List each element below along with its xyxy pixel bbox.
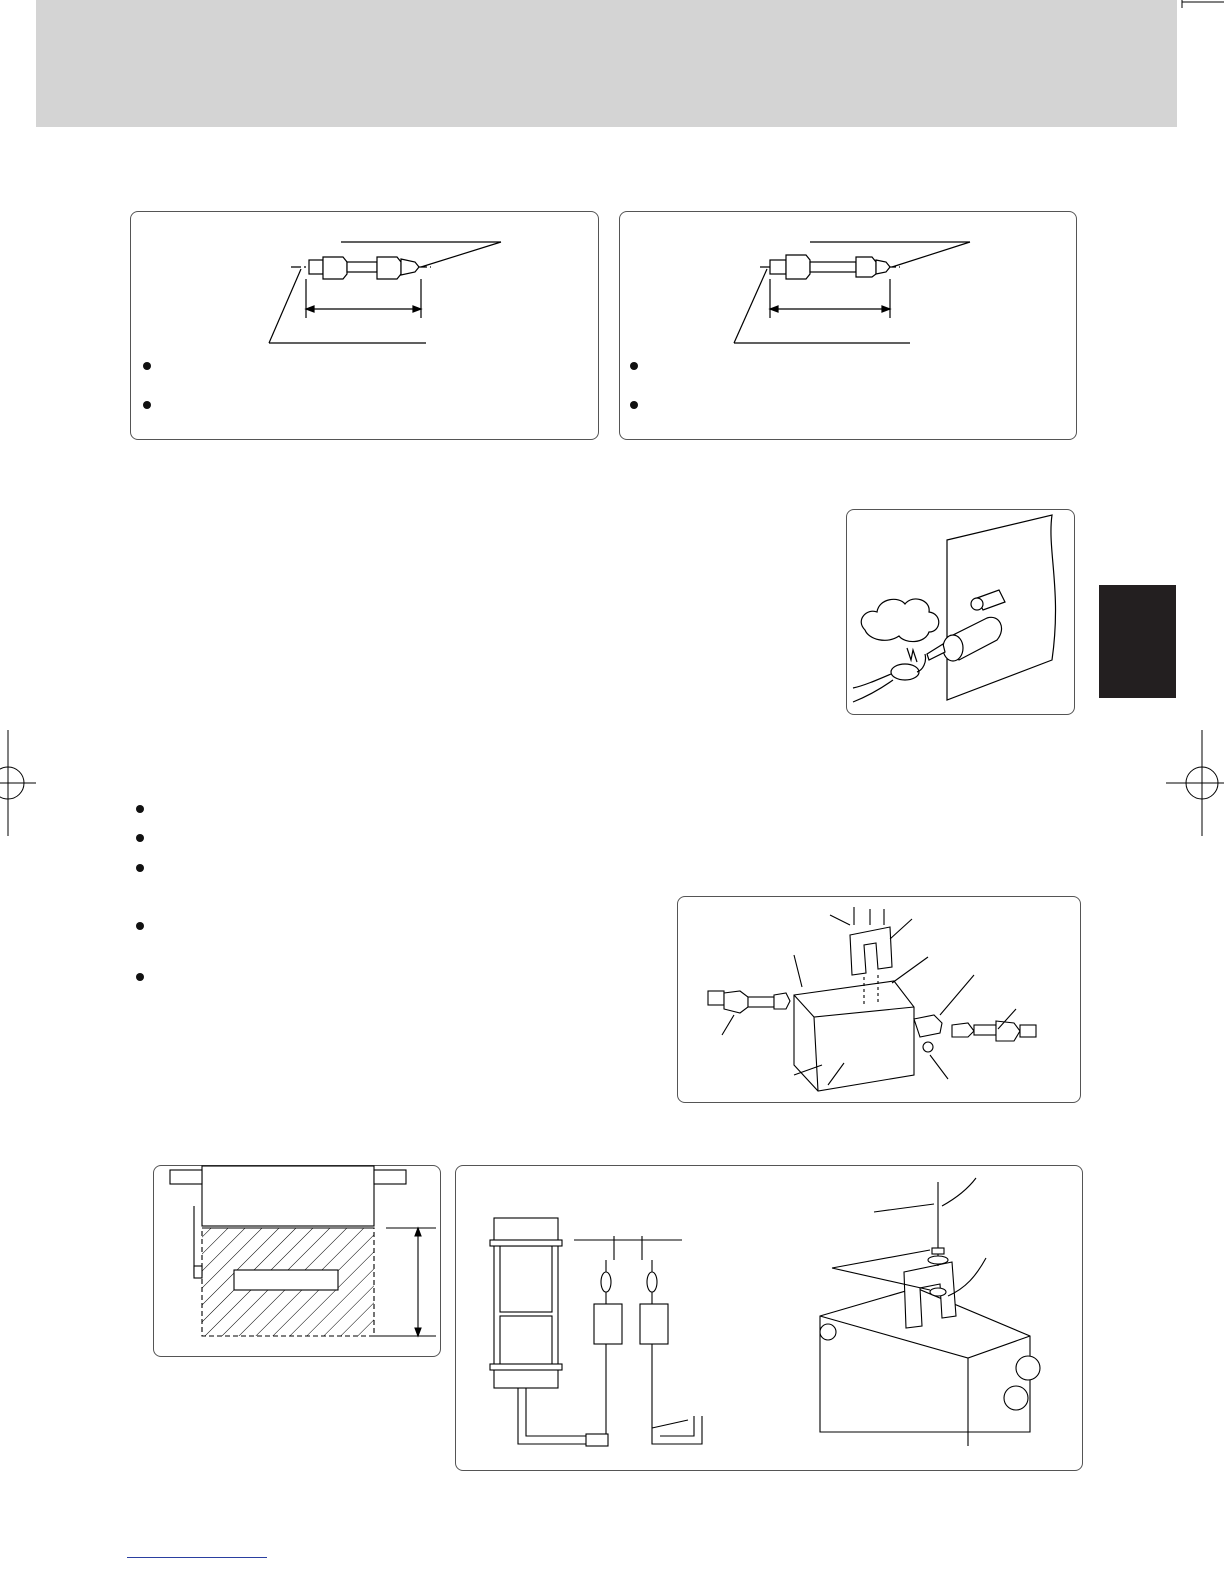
- note-bullet-1: [630, 362, 638, 370]
- figure-service-space: [153, 1165, 441, 1357]
- main-list-bullet-2: [136, 834, 144, 842]
- main-list-bullet-4: [136, 922, 144, 930]
- section-side-tab: [1099, 585, 1176, 698]
- pipe-large-drawing: [620, 212, 1078, 441]
- figure-pipe-small: [130, 211, 599, 440]
- main-list-bullet-3: [136, 864, 144, 872]
- figure-unit-exploded: [677, 896, 1081, 1103]
- note-bullet-1: [143, 362, 151, 370]
- unit-exploded-drawing: [678, 897, 1082, 1104]
- installation-drawing: [456, 1166, 1084, 1472]
- service-space-drawing: [154, 1166, 442, 1358]
- note-bullet-2: [630, 401, 638, 409]
- pipe-small-drawing: [131, 212, 600, 441]
- figure-installation: [455, 1165, 1083, 1471]
- flare-cutting-drawing: [847, 510, 1076, 716]
- note-bullet-2: [143, 401, 151, 409]
- main-list-bullet-5: [136, 973, 144, 981]
- main-list-bullet-1: [136, 805, 144, 813]
- figure-pipe-large: [619, 211, 1077, 440]
- figure-flare-cutting: [846, 509, 1075, 715]
- footer-link-underline: [127, 1557, 267, 1558]
